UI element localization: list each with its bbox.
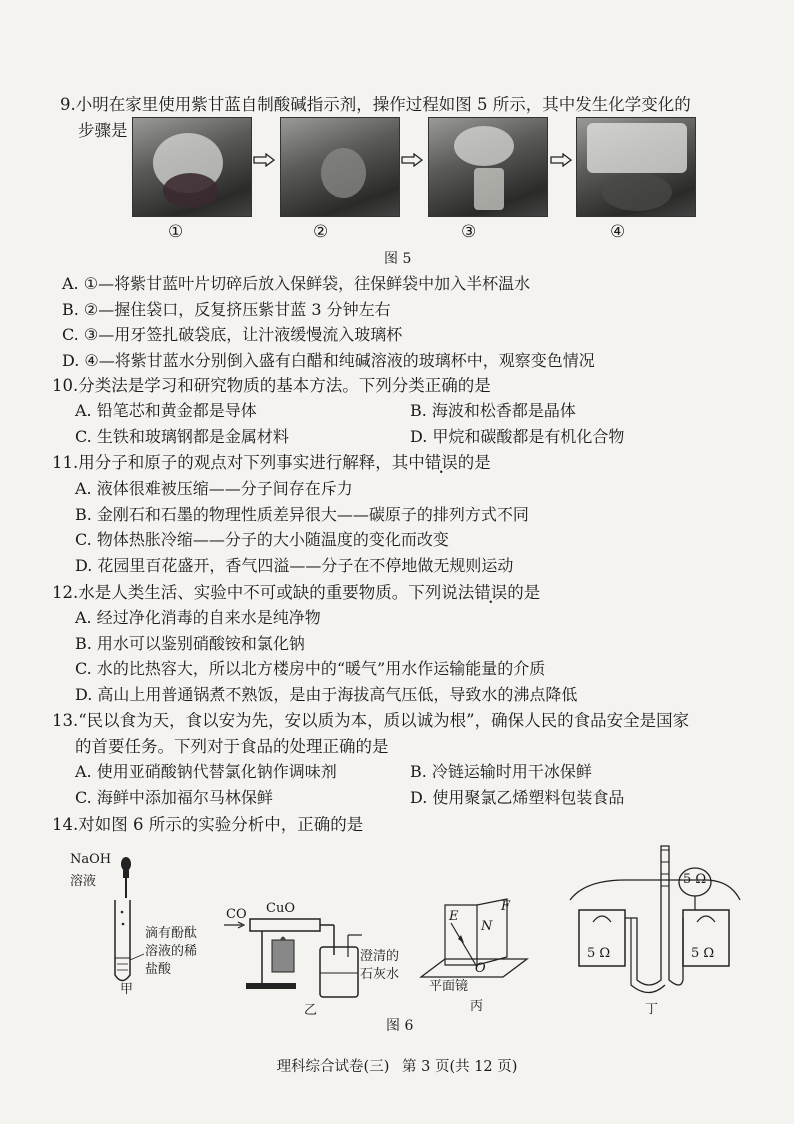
q10-option-d: D. 甲烷和碳酸都是有机化合物 [410,427,625,446]
mirror-label: 平面镜 [429,979,469,994]
acid-label-3: 盐酸 [145,962,172,977]
step2-photo [280,117,400,217]
emphasis-wrong: 错误 [424,453,458,472]
q10-option-a: A. 铅笔芯和黄金都是导体 [75,401,257,420]
q11-number: 11. [52,453,79,472]
q13-line2: 的首要任务。下列对于食品的处理正确的是 [75,737,389,756]
emphasis-wrong: 错误 [474,583,508,602]
q9-line2: 步骤是 [78,121,128,140]
q9-stem-line1: 小明在家里使用紫甘蓝自制酸碱指示剂，操作过程如图 5 所示，其中发生化学变化的 [75,95,691,114]
q12-number: 12. [52,583,79,602]
q10-option-c: C. 生铁和玻璃钢都是金属材料 [75,427,289,446]
step-label-4: ④ [610,222,626,242]
q12-stem: 12.水是人类生活、实验中不可或缺的重要物质。下列说法错误的是 [52,583,541,602]
naoh-solution-label: 溶液 [70,874,97,889]
q10-number: 10. [52,376,79,395]
q14-number: 14. [52,815,79,834]
q11-option-d: D. 花园里百花盛开，香气四溢——分子在不停地做无规则运动 [75,556,514,575]
figure-jia-label: 甲 [120,982,134,997]
resistor-right-label: 5 Ω [691,946,715,961]
q13-line1: 13.“民以食为天，食以安为先，安以质为本，质以诚为根”，确保人民的食品安全是国家 [52,711,690,730]
q14-stem: 14.对如图 6 所示的实验分析中，正确的是 [52,815,364,834]
figure-jia [60,850,198,1000]
step3-photo [428,117,548,217]
paper-title: 理科综合试卷(三) [276,1059,390,1075]
figure-bing-label: 丙 [470,999,484,1014]
q13-option-a: A. 使用亚硝酸钠代替氯化钠作调味剂 [75,762,337,781]
label-o: O [475,961,486,976]
arrow-right-icon [253,153,275,167]
q12-option-b: B. 用水可以鉴别硝酸铵和氯化钠 [75,634,305,653]
joule-heating-apparatus-icon [565,840,745,1018]
q9-option-d: D. ④—将紫甘蓝水分别倒入盛有白醋和纯碱溶液的玻璃杯中，观察变色情况 [62,351,595,370]
page-number: 第 3 页(共 12 页) [402,1059,518,1075]
q9-line1 [60,92,691,118]
cuo-label: CuO [266,901,295,916]
figure-yi-label: 乙 [304,1003,318,1018]
label-n: N [481,919,493,934]
q11-stem: 11.用分子和原子的观点对下列事实进行解释，其中错误的是 [52,453,491,472]
q13-option-b: B. 冷链运输时用干冰保鲜 [410,762,592,781]
step-label-3: ③ [461,222,477,242]
q12-option-d: D. 高山上用普通锅煮不熟饭，是由于海拔高气压低，导致水的沸点降低 [75,685,578,704]
arrow-right-icon [401,153,423,167]
figure-6-caption: 图 6 [386,1018,414,1034]
limewater-label-2: 石灰水 [360,967,400,982]
arrow-right-icon [550,153,572,167]
figure-yi [222,895,412,1018]
q10-option-b: B. 海波和松香都是晶体 [410,401,576,420]
acid-label-2: 溶液的稀 [145,944,198,959]
q11-option-c: C. 物体热胀冷缩——分子的大小随温度的变化而改变 [75,530,449,549]
q13-option-d: D. 使用聚氯乙烯塑料包装食品 [410,788,625,807]
q11-option-b: B. 金刚石和石墨的物理性质差异很大——碳原子的排列方式不同 [75,505,529,524]
naoh-label: NaOH [70,852,112,867]
q9-option-b: B. ②—握住袋口，反复挤压紫甘蓝 3 分钟左右 [62,300,391,319]
page-footer [0,1055,794,1076]
co-label: CO [226,907,247,922]
step1-photo [132,117,252,217]
step4-photo [576,117,696,217]
figure-5-caption: 图 5 [384,251,412,267]
figure-bing [415,895,535,1015]
q12-option-a: A. 经过净化消毒的自来水是纯净物 [75,608,321,627]
q9-number: 9. [60,95,76,114]
q9-option-c: C. ③—用牙签扎破袋底，让汁液缓慢流入玻璃杯 [62,325,403,344]
q13-option-c: C. 海鲜中添加福尔马林保鲜 [75,788,273,807]
figure-5-photos [110,117,690,217]
acid-label-1: 滴有酚酞 [145,926,198,941]
step-label-2: ② [313,222,329,242]
q9-option-a: A. ①—将紫甘蓝叶片切碎后放入保鲜袋，往保鲜袋中加入半杯温水 [62,274,531,293]
q13-number: 13. [52,711,79,730]
q11-option-a: A. 液体很难被压缩——分子间存在斥力 [75,479,353,498]
step-label-1: ① [168,222,184,242]
figure-ding-label: 丁 [645,1002,659,1017]
limewater-label-1: 澄清的 [360,949,400,964]
label-e: E [449,909,459,924]
q12-option-c: C. 水的比热容大，所以北方楼房中的“暖气”用水作运输能量的介质 [75,659,546,678]
q10-stem: 10.分类法是学习和研究物质的基本方法。下列分类正确的是 [52,376,491,395]
resistor-left-label: 5 Ω [587,946,611,961]
resistor-top-label: 5 Ω [683,872,707,887]
label-f: F [501,899,511,914]
figure-ding [565,840,745,1018]
